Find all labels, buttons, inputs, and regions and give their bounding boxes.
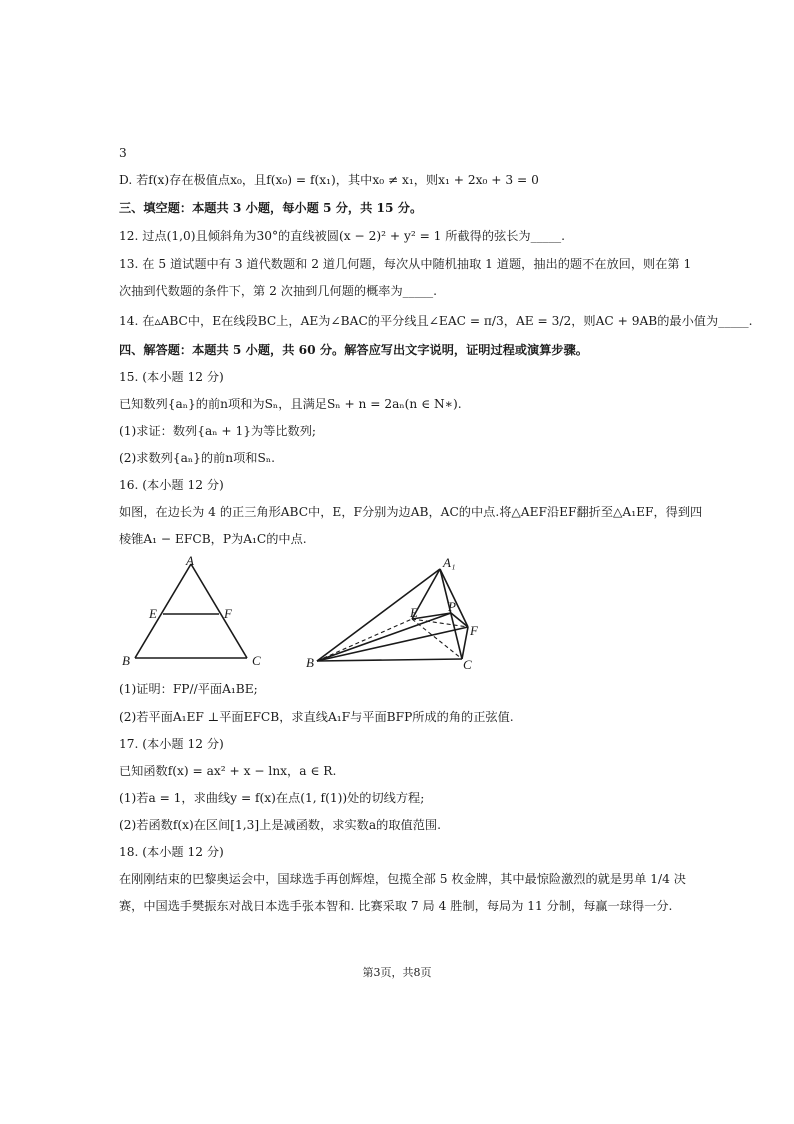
question-15-part1: (1)求证：数列{aₙ + 1}为等比数列; bbox=[119, 424, 317, 438]
question-18-stem-line1: 在刚刚结束的巴黎奥运会中，国球选手再创辉煌，包揽全部 5 枚金牌，其中最惊险激烈的就是男单 1/4 决 bbox=[119, 872, 686, 886]
question-17-part2: (2)若函数f(x)在区间[1,3]上是减函数，求实数a的取值范围. bbox=[119, 818, 441, 832]
label-f: F bbox=[224, 606, 232, 621]
label-c: C bbox=[252, 653, 261, 668]
label-p: P bbox=[448, 599, 456, 614]
label-f: F bbox=[470, 623, 478, 638]
label-b: B bbox=[122, 653, 130, 668]
page-footer: 第3页，共8页 bbox=[362, 966, 432, 979]
label-e: E bbox=[149, 606, 157, 621]
question-18-stem-line2: 赛，中国选手樊振东对战日本选手张本智和. 比赛采取 7 局 4 胜制，每局为 11 分制，每赢一球得一分. bbox=[119, 899, 673, 913]
section-heading-solutions: 四、解答题：本题共 5 小题，共 60 分。解答应写出文字说明，证明过程或演算步骤。 bbox=[119, 343, 588, 357]
question-16-header: 16. (本小题 12 分) bbox=[119, 478, 224, 492]
edge-b-p bbox=[317, 613, 451, 661]
label-a: A bbox=[186, 553, 194, 568]
question-17-part1: (1)若a = 1，求曲线y = f(x)在点(1, f(1))处的切线方程; bbox=[119, 791, 425, 805]
edge-f-c bbox=[462, 627, 468, 659]
label-a1: A₁ bbox=[443, 555, 456, 570]
question-17-stem: 已知函数f(x) = ax² + x − lnx，a ∈ R. bbox=[119, 764, 337, 778]
edge-a1-f bbox=[440, 569, 468, 627]
question-16-part2: (2)若平面A₁EF ⊥平面EFCB，求直线A₁F与平面BFP所成的角的正弦值. bbox=[119, 710, 514, 724]
side-ab bbox=[135, 564, 191, 658]
question-17-header: 17. (本小题 12 分) bbox=[119, 737, 224, 751]
question-stem-tail: 3 bbox=[119, 146, 127, 160]
question-16-part1: (1)证明：FP//平面A₁BE; bbox=[119, 682, 258, 696]
section-heading-fill-in: 三、填空题：本题共 3 小题，每小题 5 分，共 15 分。 bbox=[119, 201, 423, 215]
question-12: 12. 过点(1,0)且倾斜角为30°的直线被圆(x − 2)² + y² = 1 所截得的弦长为_____. bbox=[119, 229, 565, 243]
question-16-stem-line2: 棱锥A₁ − EFCB，P为A₁C的中点. bbox=[119, 532, 307, 546]
edge-b-c bbox=[317, 659, 462, 661]
question-15-part2: (2)求数列{aₙ}的前n项和Sₙ. bbox=[119, 451, 275, 465]
label-e: E bbox=[410, 605, 418, 620]
side-ac bbox=[191, 564, 247, 658]
question-13-line2: 次抽到代数题的条件下，第 2 次抽到几何题的概率为_____. bbox=[119, 284, 437, 298]
label-b: B bbox=[306, 655, 314, 670]
option-d: D. 若f(x)存在极值点x₀，且f(x₀) = f(x₁)，其中x₀ ≠ x₁，则x₁ + 2x₀ + 3 = 0 bbox=[119, 173, 539, 187]
figure-equilateral-triangle bbox=[118, 552, 268, 672]
question-15-header: 15. (本小题 12 分) bbox=[119, 370, 224, 384]
question-18-header: 18. (本小题 12 分) bbox=[119, 845, 224, 859]
figure-folded-pyramid bbox=[300, 555, 500, 673]
question-16-stem-line1: 如图，在边长为 4 的正三角形ABC中，E，F分别为边AB，AC的中点.将△AEF沿EF翻折至△A₁EF，得到四 bbox=[119, 505, 703, 519]
question-14: 14. 在▵ABC中，E在线段BC上，AE为∠BAC的平分线且∠EAC = π/3，AE = 3/2，则AC + 9AB的最小值为_____. bbox=[119, 314, 753, 328]
question-15-stem: 已知数列{aₙ}的前n项和为Sₙ，且满足Sₙ + n = 2aₙ(n ∈ N∗). bbox=[119, 397, 462, 411]
label-c: C bbox=[463, 657, 472, 672]
question-13-line1: 13. 在 5 道试题中有 3 道代数题和 2 道几何题，每次从中随机抽取 1 道题，抽出的题不在放回，则在第 1 bbox=[119, 257, 692, 271]
